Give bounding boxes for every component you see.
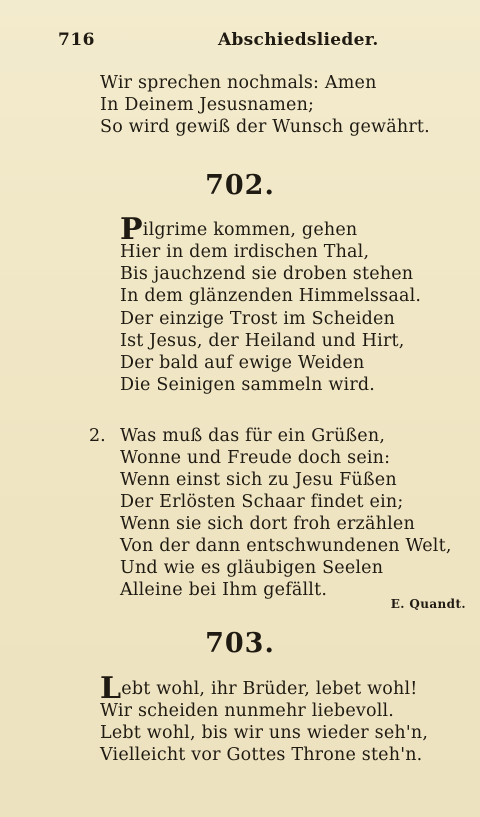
hymn-702-verse1-line-8: Die Seinigen sammeln wird. <box>120 375 376 395</box>
author-attribution: E. Quandt. <box>390 597 466 611</box>
hymn-702-verse2-line-8: Alleine bei Ihm gefällt. <box>120 580 328 600</box>
hymn-703-verse1-line-4: Vielleicht vor Gottes Throne steh'n. <box>100 745 423 765</box>
dropcap-702: P <box>120 212 143 247</box>
verse-line-text: ilgrime kommen, gehen <box>142 220 358 240</box>
hymn-702-verse2-line-5: Wenn sie sich dort froh erzählen <box>120 514 415 534</box>
top-line-2: In Deinem Jesusnamen; <box>100 95 315 115</box>
hymn-703-verse1-line-2: Wir scheiden nunmehr liebevoll. <box>100 701 395 721</box>
page-number: 716 <box>58 30 95 50</box>
hymn-702-verse2-line-3: Wenn einst sich zu Jesu Füßen <box>120 470 397 490</box>
hymn-702-verse1-line-2: Hier in dem irdischen Thal, <box>120 242 370 262</box>
verse-line-text: ebt wohl, ihr Brüder, lebet wohl! <box>121 679 418 699</box>
verse-number-2: 2. <box>89 426 106 446</box>
hymn-702-verse1-line-1 <box>120 212 358 247</box>
running-head: Abschiedslieder. <box>218 30 379 50</box>
hymn-number-703: 703. <box>205 628 275 659</box>
page-header <box>58 30 458 54</box>
hymn-702-verse2-line-2: Wonne und Freude doch sein: <box>120 448 391 468</box>
hymn-702-verse2-line-6: Von der dann entschwundenen Welt, <box>120 536 452 556</box>
dropcap-703: L <box>100 671 122 706</box>
hymn-702-verse1-line-6: Ist Jesus, der Heiland und Hirt, <box>120 331 405 351</box>
hymn-702-verse1-line-4: In dem glänzenden Himmelssaal. <box>120 286 422 306</box>
hymn-702-verse2-line-1: Was muß das für ein Grüßen, <box>120 426 386 446</box>
top-line-3: So wird gewiß der Wunsch gewährt. <box>100 117 430 137</box>
top-line-1: Wir sprechen nochmals: Amen <box>100 73 377 93</box>
hymn-702-verse1-line-7: Der bald auf ewige Weiden <box>120 353 365 373</box>
hymn-703-verse1-line-1 <box>100 671 418 706</box>
hymn-703-verse1-line-3: Lebt wohl, bis wir uns wieder seh'n, <box>100 723 429 743</box>
hymn-number-702: 702. <box>205 170 275 201</box>
hymn-702-verse2-line-7: Und wie es gläubigen Seelen <box>120 558 384 578</box>
hymn-702-verse1-line-3: Bis jauchzend sie droben stehen <box>120 264 414 284</box>
hymn-702-verse2-line-4: Der Erlösten Schaar findet ein; <box>120 492 404 512</box>
hymn-702-verse1-line-5: Der einzige Trost im Scheiden <box>120 309 396 329</box>
